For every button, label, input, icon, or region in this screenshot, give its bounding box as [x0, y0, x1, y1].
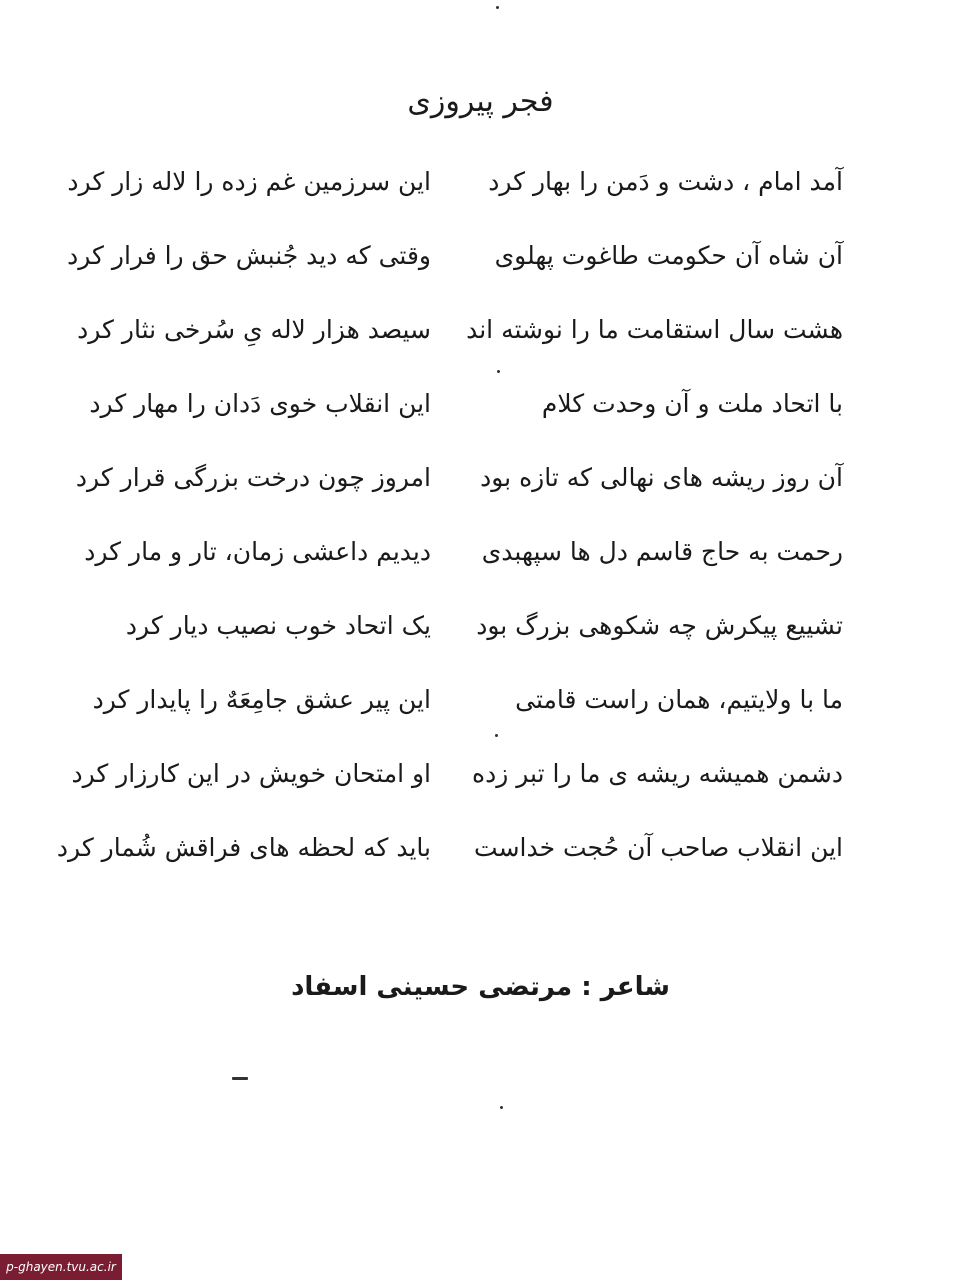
- second-hemistich: یک اتحاد خوب نصیب دیار کرد: [125, 611, 431, 640]
- first-hemistich: آن روز ریشه های نهالی که تازه بود: [480, 463, 843, 492]
- first-hemistich: تشییع پیکرش چه شکوهی بزرگ بود: [476, 611, 843, 640]
- couplet: [0, 680, 961, 720]
- first-hemistich: رحمت به حاج قاسم دل ها سپهبدی: [481, 537, 843, 566]
- first-hemistich: آمد امام ، دشت و دَمن را بهار کرد: [488, 167, 843, 196]
- couplet: [0, 828, 961, 868]
- couplet: [0, 162, 961, 202]
- couplet: [0, 754, 961, 794]
- couplet: [0, 606, 961, 646]
- couplet: [0, 384, 961, 424]
- second-hemistich: وقتی که دید جُنبش حق را فرار کرد: [67, 241, 431, 270]
- couplet: [0, 532, 961, 572]
- scan-speck: [496, 6, 499, 9]
- second-hemistich: باید که لحظه های فراقش شُمار کرد: [56, 833, 431, 862]
- first-hemistich: دشمن همیشه ریشه ی ما را تبر زده: [471, 759, 843, 788]
- poem-title: فجر پیروزی: [407, 84, 554, 119]
- second-hemistich: او امتحان خویش در این کارزار کرد: [71, 759, 431, 788]
- first-hemistich: آن شاه آن حکومت طاغوت پهلوی: [494, 241, 843, 270]
- scan-speck: [497, 370, 500, 373]
- site-watermark: p-ghayen.tvu.ac.ir: [0, 1254, 122, 1280]
- poet-credit: شاعر : مرتضی حسینی اسفاد: [291, 972, 670, 1002]
- first-hemistich: این انقلاب صاحب آن حُجت خداست: [474, 833, 843, 862]
- second-hemistich: امروز چون درخت بزرگی قرار کرد: [75, 463, 431, 492]
- scan-speck: [232, 1077, 248, 1080]
- couplet: [0, 310, 961, 350]
- scan-speck: [495, 734, 498, 737]
- second-hemistich: این پیر عشق جامِعَهٌ را پایدار کرد: [92, 685, 431, 714]
- second-hemistich: این انقلاب خوی دَدان را مهار کرد: [89, 389, 431, 418]
- couplet: [0, 458, 961, 498]
- second-hemistich: دیدیم داعشی زمان، تار و مار کرد: [84, 537, 431, 566]
- first-hemistich: هشت سال استقامت ما را نوشته اند: [466, 315, 843, 344]
- second-hemistich: این سرزمین غم زده را لاله زار کرد: [67, 167, 431, 196]
- first-hemistich: با اتحاد ملت و آن وحدت کلام: [541, 389, 843, 418]
- second-hemistich: سیصد هزار لاله یِ سُرخی نثار کرد: [77, 315, 431, 344]
- first-hemistich: ما با ولایتیم، همان راست قامتی: [515, 685, 843, 714]
- scan-speck: [500, 1106, 503, 1109]
- couplet: [0, 236, 961, 276]
